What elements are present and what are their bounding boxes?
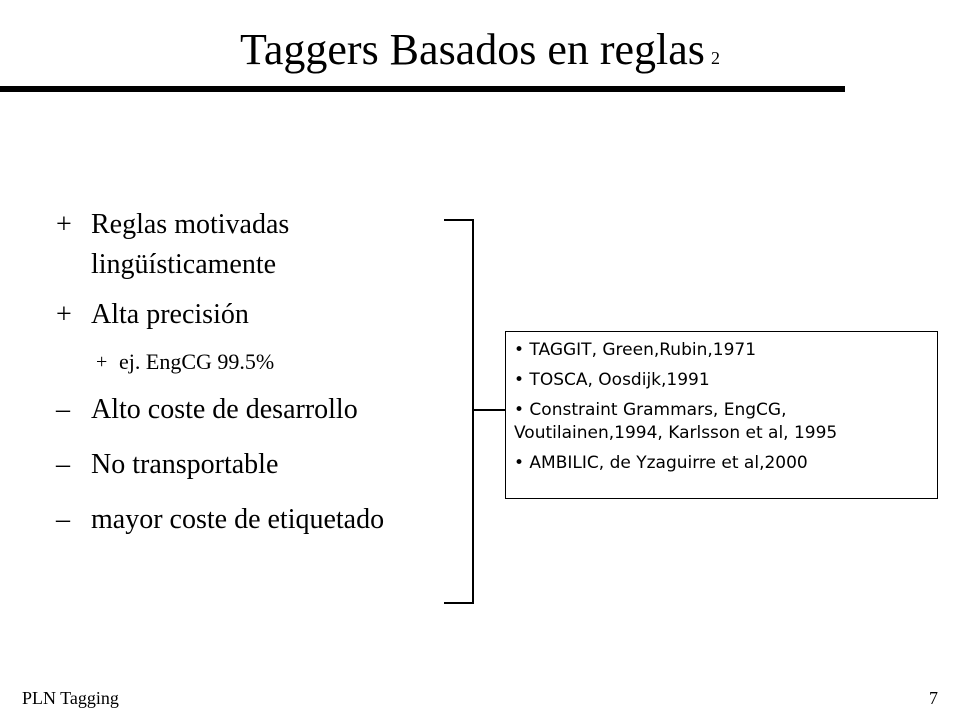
slide-title <box>0 24 960 84</box>
bracket-bottom-arm <box>444 602 474 604</box>
bullet-text: No transportable <box>91 449 279 480</box>
bracket-connector <box>474 409 505 411</box>
reference-item: • TOSCA, Oosdijk,1991 <box>514 370 710 390</box>
slide-title-text: Taggers Basados en reglas <box>240 25 705 74</box>
reference-item: • AMBILIC, de Yzaguirre et al,2000 <box>514 453 808 473</box>
slide-title-number: 2 <box>710 48 720 68</box>
title-underline <box>0 86 845 92</box>
page-number: 7 <box>929 688 938 708</box>
reference-item: • TAGGIT, Green,Rubin,1971 <box>514 340 757 360</box>
bracket-top-arm <box>444 219 474 221</box>
dash-bullet-icon: – <box>56 394 70 425</box>
dash-bullet-icon: – <box>56 449 70 480</box>
sub-bullet-text: ej. EngCG 99.5% <box>119 349 275 374</box>
bullet-text: Alto coste de desarrollo <box>91 394 358 425</box>
bullet-text: mayor coste de etiquetado <box>91 504 385 535</box>
plus-bullet-icon: + <box>56 209 72 240</box>
plus-bullet-icon: + <box>56 299 72 330</box>
bullet-text: Reglas motivadas <box>91 209 290 240</box>
footer-label: PLN Tagging <box>22 688 119 708</box>
bullet-text: lingüísticamente <box>91 249 277 280</box>
bullet-text: Alta precisión <box>91 299 249 330</box>
plus-bullet-icon: + <box>96 351 108 373</box>
reference-item: • Constraint Grammars, EngCG, Voutilainen,1994, Karlsson et al, 1995 <box>514 400 838 443</box>
bracket-spine <box>472 219 474 604</box>
dash-bullet-icon: – <box>56 504 70 535</box>
references-box <box>505 331 938 499</box>
